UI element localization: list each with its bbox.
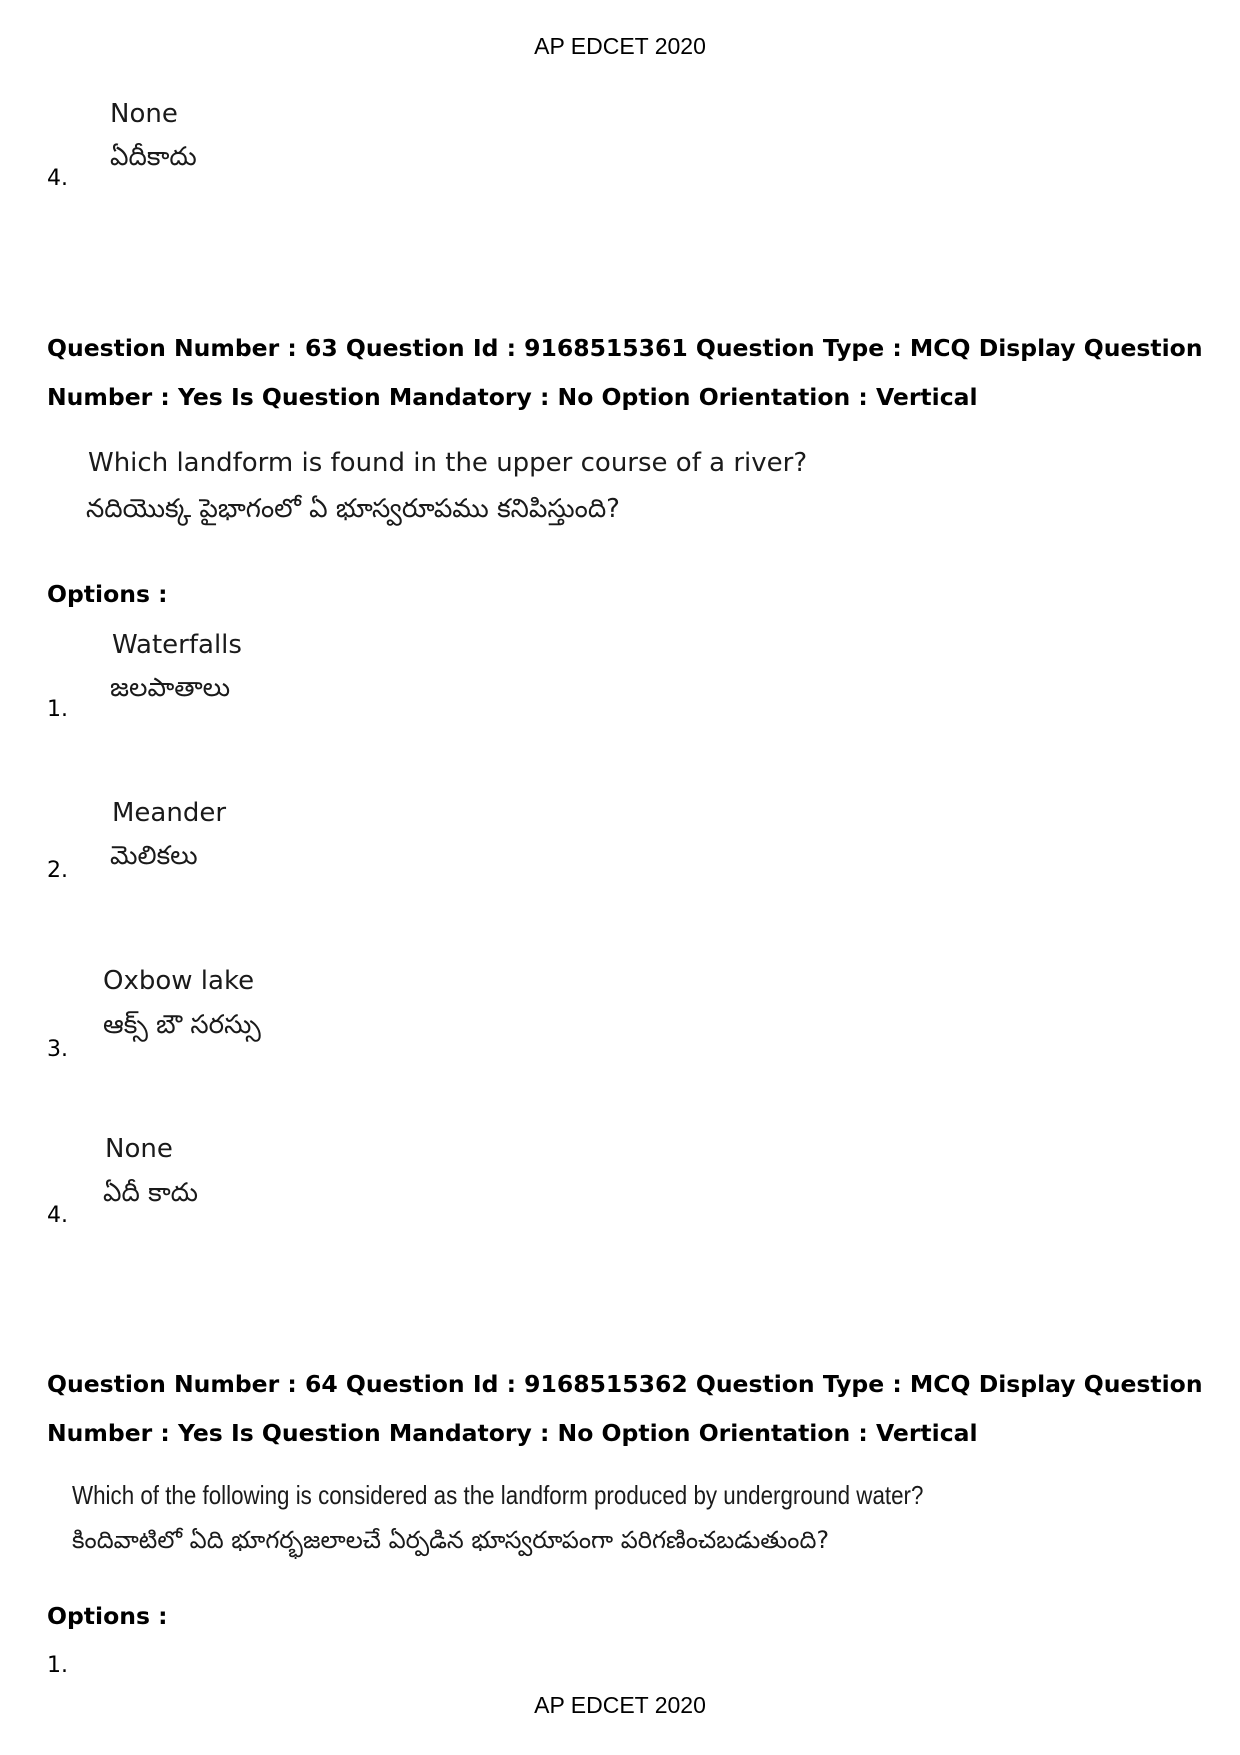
prev-option-4-english: None: [110, 99, 178, 129]
q63-meta-line-1: Question Number : 63 Question Id : 9168515361 Question Type : MCQ Display Question: [47, 334, 1203, 362]
q64-option-1-number: 1.: [47, 1653, 68, 1678]
q64-text-english: Which of the following is considered as the landform produced by underground water?: [72, 1480, 924, 1510]
q63-text-telugu: నదియొక్క పైభాగంలో ఏ భూస్వరూపము కనిపిస్తుంది?: [86, 494, 620, 524]
q63-option-1-english: Waterfalls: [112, 630, 242, 660]
page-footer: AP EDCET 2020: [534, 1692, 706, 1718]
q64-meta-line-2: Number : Yes Is Question Mandatory : No Option Orientation : Vertical: [47, 1419, 978, 1447]
q63-text-english: Which landform is found in the upper course of a river?: [88, 448, 808, 478]
q63-option-3-number: 3.: [47, 1037, 68, 1062]
q63-options-label: Options :: [47, 580, 168, 608]
q64-text-english-wrapper: [72, 1480, 1062, 1511]
q64-options-label: Options :: [47, 1602, 168, 1630]
q63-option-3-english: Oxbow lake: [103, 966, 255, 996]
q63-option-4-telugu: ఏదీ కాదు: [103, 1178, 199, 1208]
prev-option-4-number: 4.: [47, 166, 68, 191]
q64-text-telugu: కిందివాటిలో ఏది భూగర్భజలాలచే ఏర్పడిన భూస్వరూపంగా పరిగణించబడుతుంది?: [72, 1526, 830, 1554]
q63-meta-line-2: Number : Yes Is Question Mandatory : No Option Orientation : Vertical: [47, 383, 978, 411]
q63-option-2-number: 2.: [47, 858, 68, 883]
q63-option-3-telugu: ఆక్స్ బౌ సరస్సు: [103, 1010, 261, 1040]
q63-option-1-number: 1.: [47, 697, 68, 722]
q63-option-2-english: Meander: [112, 798, 227, 828]
prev-option-4-telugu: ఏదీకాదు: [110, 142, 197, 172]
q63-option-4-english: None: [105, 1134, 173, 1164]
q63-option-1-telugu: జలపాతాలు: [110, 673, 231, 703]
q64-meta-line-1: Question Number : 64 Question Id : 9168515362 Question Type : MCQ Display Question: [47, 1370, 1203, 1398]
q63-option-4-number: 4.: [47, 1203, 68, 1228]
page-header: AP EDCET 2020: [534, 33, 706, 59]
q63-option-2-telugu: మెలికలు: [110, 841, 198, 871]
